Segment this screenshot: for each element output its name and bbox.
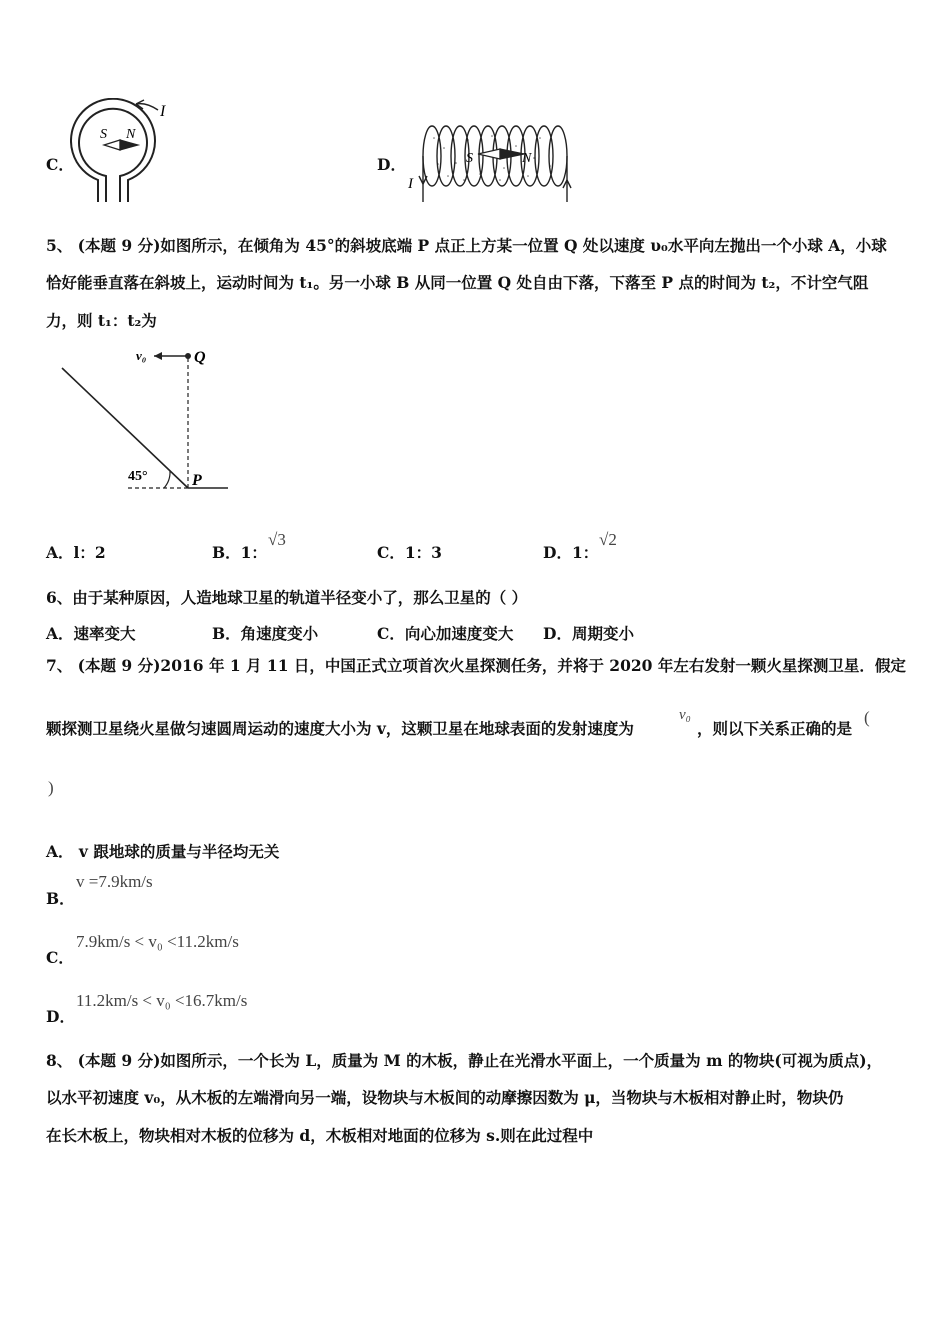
q7-option-c: C． [46,948,74,967]
q8-stem-line1: 8、 (本题 9 分)如图所示，一个长为 L，质量为 M 的木板，静止在光滑水平面上，一个质量为 m 的物块(可视为质点)， [46,1051,883,1070]
option-c-label: C． [46,155,74,174]
south-label: S [100,127,107,142]
q5-stem-line2: 恰好能垂直落在斜坡上，运动时间为 t₁。另一小球 B 从同一位置 Q 处自由下落，下落至 P 点的时间为 t₂，不计空气阻 [46,273,869,292]
p-label: P [192,472,202,489]
velocity-arrow-icon [154,352,162,360]
point-q-dot [185,353,191,359]
north-label: N [126,127,136,142]
solenoid-needle-south-icon [478,149,500,159]
q7-stem-line2: 颗探测卫星绕火星做匀速圆周运动的速度大小为 v，这颗卫星在地球表面的发射速度为 [46,719,634,738]
solenoid-south-label: S [466,151,473,166]
q7-close-paren: ) [48,778,54,797]
q7-v0-symbol: v₀ [679,707,691,723]
q7-stem-line1: 7、 (本题 9 分)2016 年 1 月 11 日，中国正式立项首次火星探测任务，并将于 2020 年左右发射一颗火星探测卫星．假定 [46,656,906,675]
q5-option-d-math: √2 [599,530,617,549]
q7-option-a: A． v 跟地球的质量与半径均无关 [46,842,280,861]
q7-option-c-math: 7.9km/s < v₀ <11.2km/s [76,932,239,951]
q7-stem-line2b: ，则以下关系正确的是 [697,719,853,738]
angle-label: 45° [128,469,148,484]
q5-option-c: C．1：3 [377,543,442,562]
q5-option-b: B．1： [212,543,267,562]
option-d-label: D． [377,155,406,174]
q-label: Q [194,349,206,366]
q6-option-d: D．周期变小 [543,624,634,643]
q7-option-d: D． [46,1007,75,1026]
q7-open-paren: ( [864,708,870,727]
q5-stem-line3: 力，则 t₁：t₂为 [46,311,157,330]
incline-figure [58,340,233,495]
q7-option-d-math: 11.2km/s < v₀ <16.7km/s [76,991,248,1010]
q5-stem-line1: 5、 (本题 9 分)如图所示，在倾角为 45°的斜坡底端 P 点正上方某一位置 Q 处以速度 υ₀水平向左抛出一个小球 A，小球 [46,236,887,255]
q8-stem-line3: 在长木板上，物块相对木板的位移为 d，木板相对地面的位移为 s.则在此过程中 [46,1126,594,1145]
q5-option-d: D．1： [543,543,599,562]
solenoid-current-label: I [408,176,413,192]
q6-option-c: C．向心加速度变大 [377,624,514,643]
q7-option-b-math: v =7.9km/s [76,872,153,891]
solenoid-magnet-figure [404,118,582,204]
slope-line [62,368,188,488]
q8-stem-line2: 以水平初速度 v₀，从木板的左端滑向另一端，设物块与木板间的动摩擦因数为 μ，当物块与木板相对静止时，物块仍 [46,1088,844,1107]
v0-label: v₀ [136,348,147,363]
loop-magnet-figure [70,98,180,206]
q6-stem: 6、由于某种原因，人造地球卫星的轨道半径变小了，那么卫星的（ ） [46,588,528,607]
q5-option-b-math: √3 [268,530,286,549]
solenoid-north-label: N [522,151,532,166]
q5-option-a: A．l：2 [46,543,106,562]
q6-option-a: A．速率变大 [46,624,136,643]
q6-option-b: B．角速度变小 [212,624,319,643]
q7-option-b: B． [46,889,75,908]
current-label: I [160,103,166,120]
